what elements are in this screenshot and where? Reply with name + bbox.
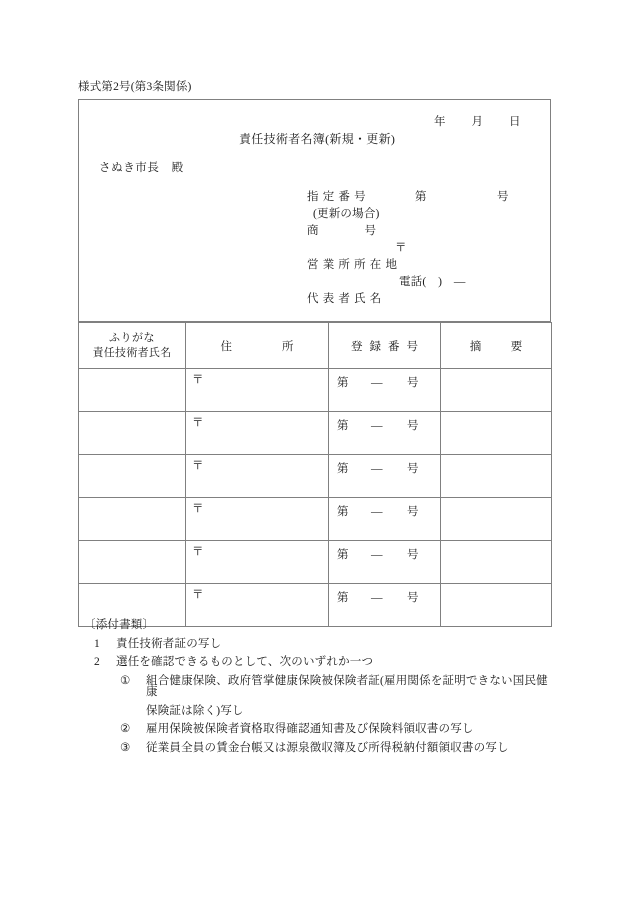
attachment-sub-item-text: 従業員全員の賃金台帳又は源泉徴収簿及び所得税納付額領収書の写し: [146, 741, 509, 754]
registration-gou: 号: [407, 420, 419, 432]
attachment-sub-item-number: ①: [120, 674, 131, 687]
cell-address[interactable]: [186, 455, 329, 498]
attachment-item-text: 選任を確認できるものとして、次のいずれか一つ: [116, 656, 374, 668]
form-number: 様式第2号(第3条関係): [78, 81, 192, 93]
attachment-sub-item: [120, 724, 554, 736]
column-header-remarks: 摘 要: [441, 323, 552, 369]
telephone-row: [307, 273, 547, 290]
cell-remarks[interactable]: [441, 455, 552, 498]
document-title: 責任技術者名簿(新規・更新): [239, 132, 396, 146]
date-day-label: 日: [509, 116, 521, 128]
registration-dash: ―: [371, 377, 383, 389]
cell-engineer-name[interactable]: [79, 412, 186, 455]
date-year-label: 年: [434, 116, 446, 128]
attachments-title: 〔添付書類〕: [84, 619, 155, 631]
designation-number-row: [307, 188, 547, 205]
attachment-item-number: 1: [94, 637, 100, 650]
postal-code-icon: 〒: [395, 242, 407, 254]
column-header-registration-number: 登録番号: [329, 323, 441, 369]
postal-code-icon: 〒: [192, 503, 204, 515]
cell-engineer-name-value: [79, 369, 185, 374]
table-row: [79, 498, 552, 541]
registration-gou: 号: [407, 549, 419, 561]
cell-address[interactable]: [186, 541, 329, 584]
trade-name-row: [307, 222, 547, 239]
cell-engineer-name-value: [79, 455, 185, 460]
cell-address[interactable]: [186, 412, 329, 455]
trade-name-label: 商 号: [307, 225, 376, 237]
cell-remarks-value: [441, 369, 551, 374]
table-row: [79, 541, 552, 584]
registration-gou: 号: [407, 592, 419, 604]
attachment-sub-item: [120, 743, 554, 755]
postal-mark-row: [307, 239, 547, 256]
date-month-label: 月: [471, 116, 483, 128]
attachment-sub-item-number: ③: [120, 741, 131, 754]
cell-remarks-value: [441, 541, 551, 546]
cell-engineer-name-value: [79, 412, 185, 417]
cell-registration-number[interactable]: [329, 412, 441, 455]
column-header-address: 住 所: [186, 323, 329, 369]
registration-dai: 第: [337, 463, 349, 475]
registration-dash: ―: [371, 506, 383, 518]
renewal-note: (更新の場合): [313, 208, 380, 220]
registration-dai: 第: [337, 377, 349, 389]
attachment-sub-item: [120, 676, 554, 718]
table-row: [79, 455, 552, 498]
registration-dash: ―: [371, 592, 383, 604]
renewal-note-row: [307, 205, 547, 222]
representative-name-label: 代表者氏名: [307, 293, 386, 305]
registration-dai: 第: [337, 420, 349, 432]
table-row: [79, 369, 552, 412]
registration-gou: 号: [407, 463, 419, 475]
registration-dai: 第: [337, 506, 349, 518]
engineer-roster-table: [78, 322, 552, 627]
cell-registration-number[interactable]: [329, 541, 441, 584]
attachment-item: [94, 657, 554, 669]
date-line: [434, 113, 521, 129]
column-header-name: [79, 323, 186, 369]
cell-remarks[interactable]: [441, 369, 552, 412]
attachment-sub-item-text: 雇用保険被保険者資格取得確認通知書及び保険料領収書の写し: [146, 723, 474, 735]
postal-code-icon: 〒: [192, 460, 204, 472]
applicant-field-block: [307, 188, 547, 307]
table-header-row: [79, 323, 552, 369]
cell-remarks-value: [441, 584, 551, 589]
registration-dash: ―: [371, 463, 383, 475]
cell-address[interactable]: [186, 498, 329, 541]
registration-dai: 第: [337, 592, 349, 604]
addressee-line: さぬき市長 殿: [99, 162, 184, 174]
postal-code-icon: 〒: [192, 546, 204, 558]
attachments-section: [84, 620, 554, 761]
cell-remarks-value: [441, 498, 551, 503]
column-header-engineer-name: 責任技術者氏名: [92, 346, 172, 359]
registration-gou: 号: [407, 377, 419, 389]
cell-remarks[interactable]: [441, 541, 552, 584]
cell-engineer-name[interactable]: [79, 498, 186, 541]
designation-number-label: 指定番号: [307, 191, 370, 203]
attachment-sub-item-number: ②: [120, 723, 131, 735]
designation-number-gou: 号: [497, 191, 509, 203]
registration-dash: ―: [371, 549, 383, 561]
cell-remarks-value: [441, 455, 551, 460]
cell-engineer-name-value: [79, 498, 185, 503]
attachment-sub-item-line2: 保険証は除く)写し: [146, 704, 244, 717]
cell-remarks[interactable]: [441, 498, 552, 541]
telephone-label: 電話( ) ―: [399, 276, 466, 288]
designation-number-dai: 第: [415, 191, 427, 203]
registration-dash: ―: [371, 420, 383, 432]
column-header-furigana: ふりがな: [109, 331, 155, 344]
attachment-sub-item-text: [146, 676, 554, 718]
cell-engineer-name[interactable]: [79, 455, 186, 498]
representative-row: [307, 290, 547, 307]
cell-registration-number[interactable]: [329, 455, 441, 498]
form-header-box: [78, 99, 551, 322]
table-row: [79, 412, 552, 455]
cell-registration-number[interactable]: [329, 498, 441, 541]
attachment-item: [94, 639, 554, 651]
postal-code-icon: 〒: [192, 589, 204, 601]
cell-engineer-name-value: [79, 584, 185, 589]
cell-engineer-name-value: [79, 541, 185, 546]
postal-code-icon: 〒: [192, 417, 204, 429]
attachment-item-text: 責任技術者証の写し: [116, 637, 222, 650]
postal-code-icon: 〒: [192, 374, 204, 386]
roster-body: [79, 369, 552, 627]
attachment-sub-item-line1: 組合健康保険、政府管掌健康保険被保険者証(雇用関係を証明できない国民健康: [146, 674, 548, 698]
cell-registration-number[interactable]: [329, 369, 441, 412]
cell-remarks-value: [441, 412, 551, 417]
cell-remarks[interactable]: [441, 412, 552, 455]
registration-gou: 号: [407, 506, 419, 518]
office-address-label: 営業所所在地: [307, 259, 402, 271]
cell-engineer-name[interactable]: [79, 541, 186, 584]
registration-dai: 第: [337, 549, 349, 561]
cell-address[interactable]: [186, 369, 329, 412]
attachment-item-number: 2: [94, 656, 100, 668]
cell-engineer-name[interactable]: [79, 369, 186, 412]
office-address-row: [307, 256, 547, 273]
